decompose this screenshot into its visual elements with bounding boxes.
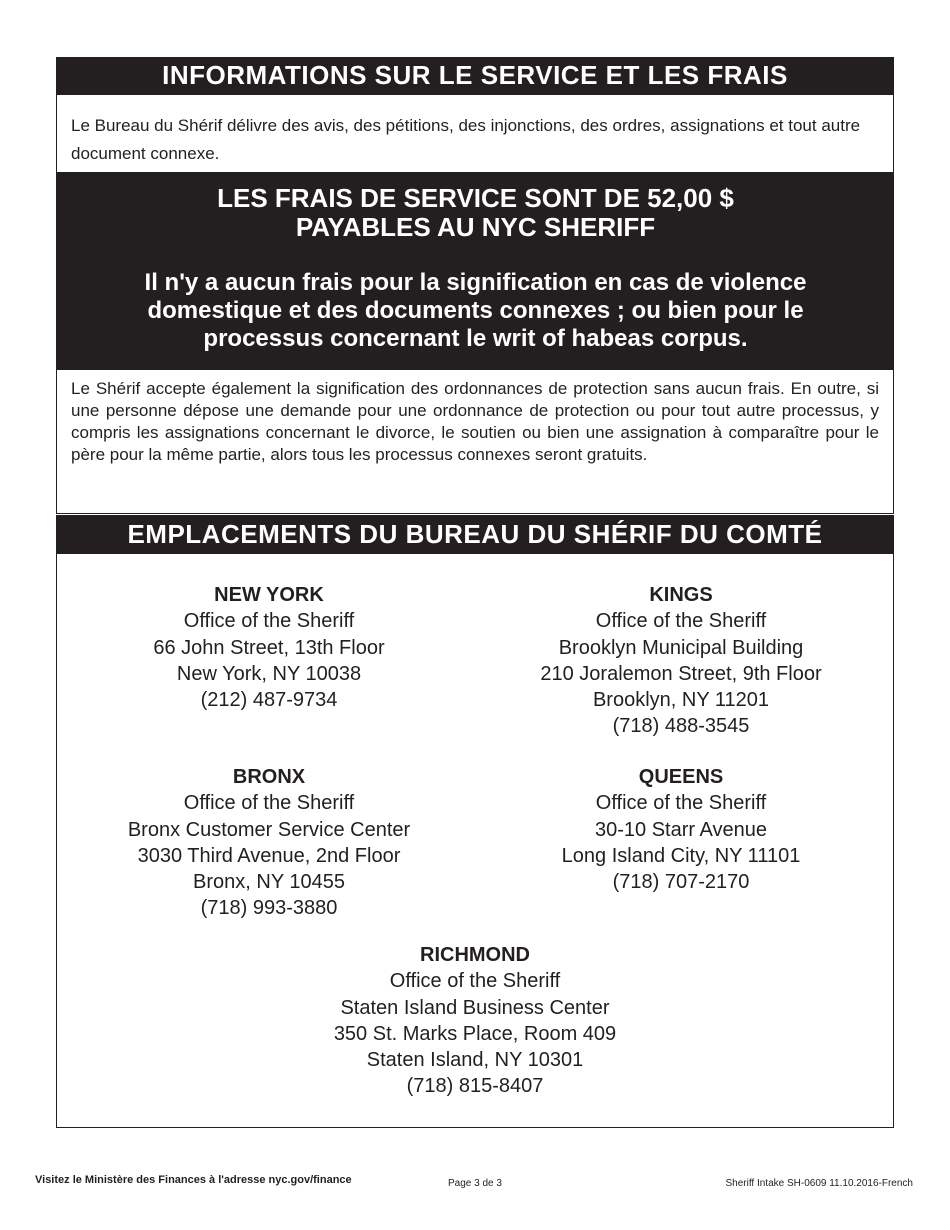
office-line: Long Island City, NY 11101 xyxy=(561,844,801,867)
office-line: 3030 Third Avenue, 2nd Floor xyxy=(137,844,401,867)
office-line: 210 Joralemon Street, 9th Floor xyxy=(540,662,822,685)
office-name: NEW YORK xyxy=(214,584,324,606)
footer-finance-link-text: Visitez le Ministère des Finances à l'adresse nyc.gov/finance xyxy=(35,1174,352,1186)
fees-amount-line: LES FRAIS DE SERVICE SONT DE 52,00 $ xyxy=(217,183,734,213)
office-bronx xyxy=(110,764,428,922)
section-title-service-fees: INFORMATIONS SUR LE SERVICE ET LES FRAIS xyxy=(56,57,894,94)
office-line: Staten Island Business Center xyxy=(340,996,610,1019)
office-line: Brooklyn, NY 11201 xyxy=(592,689,770,712)
office-name: QUEENS xyxy=(638,766,724,788)
office-line: Office of the Sheriff xyxy=(389,970,561,993)
fees-payable-line: PAYABLES AU NYC SHERIFF xyxy=(295,212,656,242)
office-line: Bronx Customer Service Center xyxy=(127,818,411,841)
office-line: 30-10 Starr Avenue xyxy=(595,818,767,841)
protection-orders-paragraph: Le Shérif accepte également la signification des ordonnances de protection sans aucun frais. En outre, si une personne dépose une demande pour une ordonnance de protection ou pour tout autre processus, y compris les assignations concernant le divorce, le soutien ou bien une assignation à comparaître pour le père pour la même partie, alors tous les processus connexes seront gratuits. xyxy=(71,379,879,464)
office-phone: (718) 707-2170 xyxy=(612,871,750,894)
fees-exemption-note: Il n'y a aucun frais pour la signification en cas de violence domestique et des documents connexes ; ou bien pour le processus concernant le writ of habeas corpus. xyxy=(144,269,807,352)
intro-text: Le Bureau du Shérif délivre des avis, des pétitions, des injonctions, des ordres, assignations et tout autre document connexe. xyxy=(71,116,861,163)
office-name: BRONX xyxy=(232,766,306,788)
office-line: Bronx, NY 10455 xyxy=(193,871,345,894)
office-richmond xyxy=(275,942,675,1100)
fees-banner xyxy=(57,172,894,370)
office-phone: (212) 487-9734 xyxy=(200,689,338,712)
office-name: KINGS xyxy=(649,584,713,606)
office-line: 350 St. Marks Place, Room 409 xyxy=(333,1022,617,1045)
office-queens xyxy=(505,764,857,895)
office-line: Brooklyn Municipal Building xyxy=(558,636,804,659)
office-new-york xyxy=(110,582,428,713)
section-title-locations: EMPLACEMENTS DU BUREAU DU SHÉRIF DU COMTÉ xyxy=(56,515,894,554)
footer-form-id: Sheriff Intake SH-0609 11.10.2016-French xyxy=(725,1178,913,1189)
office-line: 66 John Street, 13th Floor xyxy=(153,636,385,659)
office-line: Office of the Sheriff xyxy=(595,792,767,815)
office-phone: (718) 488-3545 xyxy=(612,715,750,738)
footer-page-number: Page 3 de 3 xyxy=(448,1178,502,1189)
office-kings xyxy=(505,582,857,740)
office-phone: (718) 993-3880 xyxy=(200,897,338,920)
office-line: Staten Island, NY 10301 xyxy=(366,1049,584,1072)
office-line: Office of the Sheriff xyxy=(183,610,355,633)
office-line: New York, NY 10038 xyxy=(176,662,362,685)
office-name: RICHMOND xyxy=(420,944,530,966)
office-line: Office of the Sheriff xyxy=(183,792,355,815)
office-phone: (718) 815-8407 xyxy=(406,1075,544,1098)
office-line: Office of the Sheriff xyxy=(595,610,767,633)
